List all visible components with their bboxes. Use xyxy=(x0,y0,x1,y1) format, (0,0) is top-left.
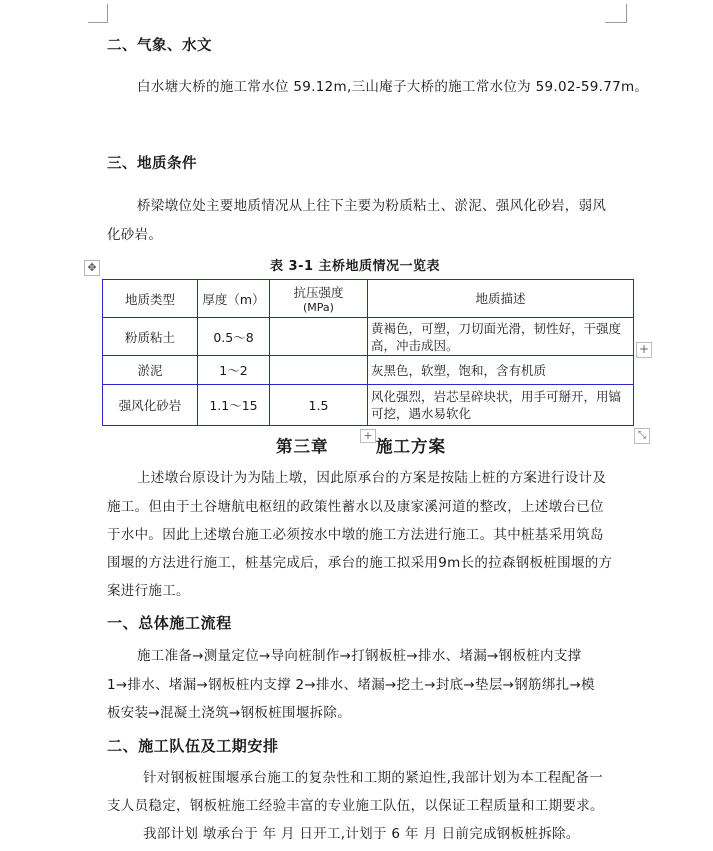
crop-mark-top-left xyxy=(88,22,108,23)
table-move-handle-icon[interactable]: ✥ xyxy=(84,260,100,276)
paragraph-intro-line: 案进行施工。 xyxy=(107,583,190,599)
heading-weather: 二、气象、水文 xyxy=(107,38,212,54)
table-header-row xyxy=(103,280,633,318)
table-row xyxy=(103,318,633,356)
paragraph-intro-line: 施工。但由于土谷塘航电枢纽的政策性蓄水以及康家溪河道的整改，上述墩台已位 xyxy=(107,499,604,515)
cell-strength[interactable] xyxy=(270,356,368,384)
table-caption: 表 3-1 主桥地质情况一览表 xyxy=(270,259,441,274)
paragraph-geology-line1: 桥梁墩位处主要地质情况从上往下主要为粉质粘土、淤泥、强风化砂岩，弱风 xyxy=(137,198,607,214)
geology-table[interactable] xyxy=(102,279,634,426)
cell-description[interactable]: 灰黑色，软塑，饱和，含有机质 xyxy=(371,362,547,378)
cell-strength[interactable]: 1.5 xyxy=(270,385,368,425)
paragraph-team-line: 支人员稳定，钢板桩施工经验丰富的专业施工队伍，以保证工程质量和工期要求。 xyxy=(107,798,604,814)
crop-mark-top-left xyxy=(107,4,108,23)
paragraph-process-line: 施工准备→测量定位→导向桩制作→打钢板桩→排水、堵漏→钢板桩内支撑 xyxy=(137,648,582,664)
paragraph-process-line: 1→排水、堵漏→钢板桩内支撑 2→排水、堵漏→挖土→封底→垫层→钢筋绑扎→模 xyxy=(107,677,595,693)
add-row-plus-icon[interactable]: + xyxy=(360,429,376,443)
paragraph-intro-line: 于水中。因此上述墩台施工必须按水中墩的施工方法进行施工。其中桩基采用筑岛 xyxy=(107,527,604,543)
paragraph-water-level: 白水塘大桥的施工常水位 59.12m,三山庵子大桥的施工常水位为 59.02-59.77m。 xyxy=(137,79,649,95)
table-row xyxy=(103,385,633,425)
chapter-title: 施工方案 xyxy=(376,437,446,456)
header-cell-strength[interactable] xyxy=(270,280,368,317)
add-column-plus-icon[interactable]: + xyxy=(636,342,652,358)
header-cell-description[interactable]: 地质描述 xyxy=(475,291,526,306)
cell-strength[interactable] xyxy=(270,318,368,355)
paragraph-intro-line: 上述墩台原设计为为陆上墩，因此原承台的方案是按陆上桩的方案进行设计及 xyxy=(137,470,607,486)
heading-process: 一、总体施工流程 xyxy=(107,614,232,632)
cell-description[interactable]: 黄褐色，可塑，刀切面光滑，韧性好，干强度高，冲击成因。 xyxy=(371,320,622,353)
cell-thickness[interactable]: 1.1～15 xyxy=(198,385,270,425)
header-cell-thickness[interactable]: 厚度（m） xyxy=(198,280,270,317)
cell-thickness[interactable]: 1～2 xyxy=(198,356,270,384)
paragraph-intro-line: 围堰的方法进行施工，桩基完成后，承台的施工拟采用9m长的拉森钢板桩围堰的方 xyxy=(107,555,613,571)
chapter-number: 第三章 xyxy=(276,437,329,456)
cell-thickness[interactable]: 0.5～8 xyxy=(198,318,270,355)
table-row xyxy=(103,356,633,385)
header-strength-label: 抗压强度 xyxy=(293,284,344,300)
header-strength-unit: (MPa) xyxy=(303,300,334,314)
crop-mark-top-right xyxy=(626,4,627,23)
paragraph-team-line: 针对钢板桩围堰承台施工的复杂性和工期的紧迫性,我部计划为本工程配备一 xyxy=(143,770,603,786)
cell-type[interactable]: 淤泥 xyxy=(103,356,198,384)
header-cell-type[interactable]: 地质类型 xyxy=(103,280,198,317)
heading-team: 二、施工队伍及工期安排 xyxy=(107,737,279,755)
heading-geology: 三、地质条件 xyxy=(107,156,197,172)
paragraph-process-line: 板安装→混凝土浇筑→钢板桩围堰拆除。 xyxy=(107,705,352,721)
table-resize-icon[interactable]: ⤡ xyxy=(634,428,650,444)
crop-mark-top-right xyxy=(605,22,627,23)
cell-type[interactable]: 粉质粘土 xyxy=(103,318,198,355)
paragraph-geology-line2: 化砂岩。 xyxy=(107,227,163,243)
cell-description[interactable]: 风化强烈，岩芯呈碎块状，用手可掰开，用镐可挖，遇水易软化 xyxy=(371,389,622,421)
cell-type[interactable]: 强风化砂岩 xyxy=(103,385,198,425)
paragraph-team-line: 我部计划 墩承台于 年 月 日开工,计划于 6 年 月 日前完成钢板桩拆除。 xyxy=(143,826,580,842)
